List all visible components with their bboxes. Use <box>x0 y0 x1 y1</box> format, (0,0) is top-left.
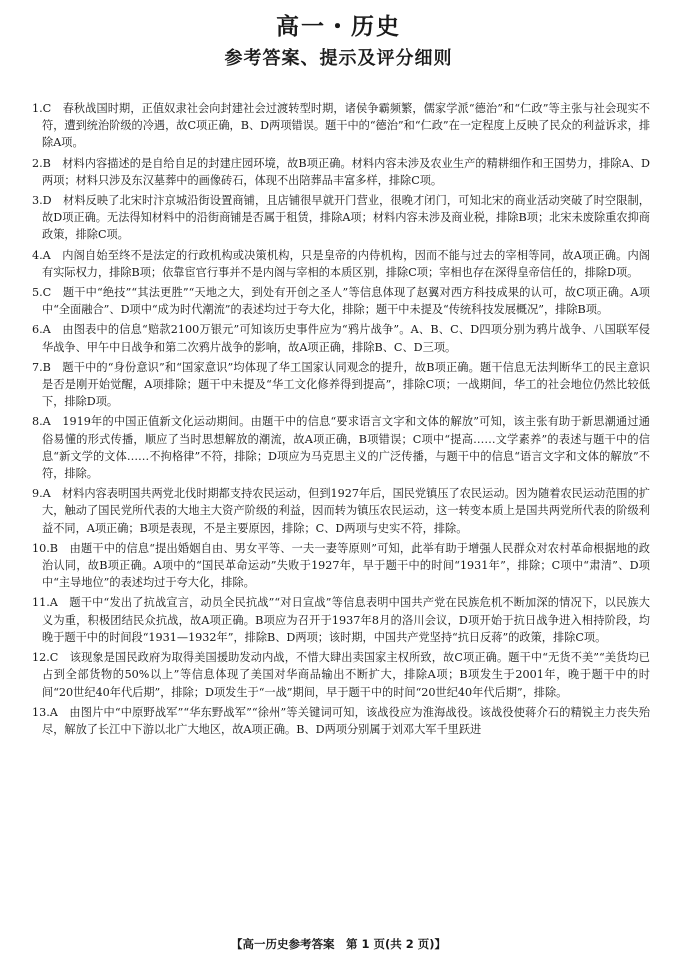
answer-item-8: 8.A 1919年的中国正值新文化运动期间。由题干中的信息“要求语言文字和文体的解放”可知，该主张有助于新思潮通过通俗易懂的形式传播，顺应了当时思想解放的潮流，故A项正确，B项错误；C项中“提高……文学素养”的表述与题干中的信息“新文学的文体……不拘格律”不符，排除；D项应为马克思主义的广泛传播，与题干中的信息“语言文字和文体的解放”不符，排除。 <box>32 415 650 481</box>
answer-item-2: 2.B 材料内容描述的是自给自足的封建庄园环境，故B项正确。材料内容未涉及农业生产的精耕细作和王国势力，排除A、D两项；材料只涉及东汉墓葬中的画像砖石，体现不出陪葬品丰富多样，排除C项。 <box>32 156 650 187</box>
answer-item-10: 10.B 由题干中的信息“提出婚姻自由、男女平等、一夫一妻等原则”可知，此举有助于增强人民群众对农村革命根据地的政治认同，故B项正确。A项中的“国民革命运动”失败于1927年，早于题干中的时间“1931年”，排除；C项中“肃清”、D项中“主导地位”的表述均过于夸大化，排除。 <box>32 541 650 590</box>
answer-item-11: 11.A 题干中“发出了抗战宣言，动员全民抗战”“对日宣战”等信息表明中国共产党在民族危机不断加深的情况下，以民族大义为重，积极团结民众抗战，故A项正确。B项应为召开于1937年8月的洛川会议，D项开始于抗日战争进入相持阶段，均晚于题干中的时间段“1931—1932年”，排除B、D两项；该时期，中国共产党坚持“抗日反蒋”的政策，排除C项。 <box>32 596 650 644</box>
answer-item-4: 4.A 内阁自始至终不是法定的行政机构或决策机构，只是皇帝的内侍机构，因而不能与过去的宰相等同，故A项正确。内阁有实际权力，排除B项；依靠宦官行事并不是内阁与宰相的本质区别，排除C项；宰相也存在深得皇帝信任的，排除D项。 <box>32 248 650 279</box>
answer-list <box>32 100 650 741</box>
page-footer: 【高一历史参考答案 第 1 页(共 2 页)】 <box>230 937 447 951</box>
answer-item-7: 7.B 题干中的“身份意识”和“国家意识”均体现了华工国家认同观念的提升，故B项正确。题干信息无法判断华工的民主意识是否是刚开始觉醒，A项排除；题干中未提及“华工文化修养得到提高”，排除C项；一战期间，华工的社会地位仍然比较低下，排除D项。 <box>32 360 650 409</box>
page-subtitle: 参考答案、提示及评分细则 <box>224 48 453 69</box>
answer-item-9: 9.A 材料内容表明国共两党北伐时期都支持农民运动，但到1927年后，国民党镇压了农民运动。因为随着农民运动范围的扩大，触动了国民党所代表的大地主大资产阶级的利益，因而转为镇压农民运动，这一转变本质上是国共两党所代表的阶级利益不同，A项正确；B项是表现，不是主要原因，排除；C、D两项与史实不符，排除。 <box>32 487 650 535</box>
page-title: 高一・历史 <box>276 14 401 40</box>
answer-item-6: 6.A 由图表中的信息“赔款2100万银元”可知该历史事件应为“鸦片战争”。A、B、C、D四项分别为鸦片战争、八国联军侵华战争、甲午中日战争和第二次鸦片战争的影响，故A项正确，排除B、C、D三项。 <box>32 323 650 354</box>
answer-item-5: 5.C 题干中“绝技”“其法更胜”“天地之大，到处有开创之圣人”等信息体现了赵翼对西方科技成果的认可，故C项正确。A项中“全面融合”、D项中“成为时代潮流”的表述均过于夸大化，排除；题干中未提及“传统科技发展概况”，排除B项。 <box>32 286 650 317</box>
answer-item-1: 1.C 春秋战国时期，正值奴隶社会向封建社会过渡转型时期，诸侯争霸频繁，儒家学派“德治”和“仁政”等主张与社会现实不符，遭到统治阶级的冷遇，故C项正确，B、D两项错误。题干中的“德治”和“仁政”在一定程度上反映了民众的利益诉求，排除A项。 <box>32 102 651 150</box>
answer-item-3: 3.D 材料反映了北宋时汴京城沿街设置商铺，且店铺很早就开门营业，很晚才闭门，可知北宋的商业活动突破了时空限制，故D项正确。无法得知材料中的沿街商铺是否属于租赁，排除A项；材料内容未涉及商业税，排除B项；北宋未废除重农抑商政策，排除C项。 <box>32 194 650 242</box>
answer-item-12: 12.C 该现象是国民政府为取得美国援助发动内战，不惜大肆出卖国家主权所致，故C项正确。题干中“无货不美”“美货均已占到全部货物的50%以上”等信息体现了美国对华商品输出不断扩大，排除A项；B项发生于2001年，晚于题干中的时间“20世纪40年代后期”，排除；D项发生于“一战”期间，早于题干中的时间“20世纪40年代后期”，排除。 <box>32 651 650 699</box>
answer-item-13: 13.A 由图片中“中原野战军”“华东野战军”“徐州”等关键词可知，该战役应为淮海战役。该战役使蒋介石的精锐主力丧失殆尽，解放了长江中下游以北广大地区，故A项正确。B、D两项分别属于刘邓大军千里跃进 <box>32 705 650 736</box>
